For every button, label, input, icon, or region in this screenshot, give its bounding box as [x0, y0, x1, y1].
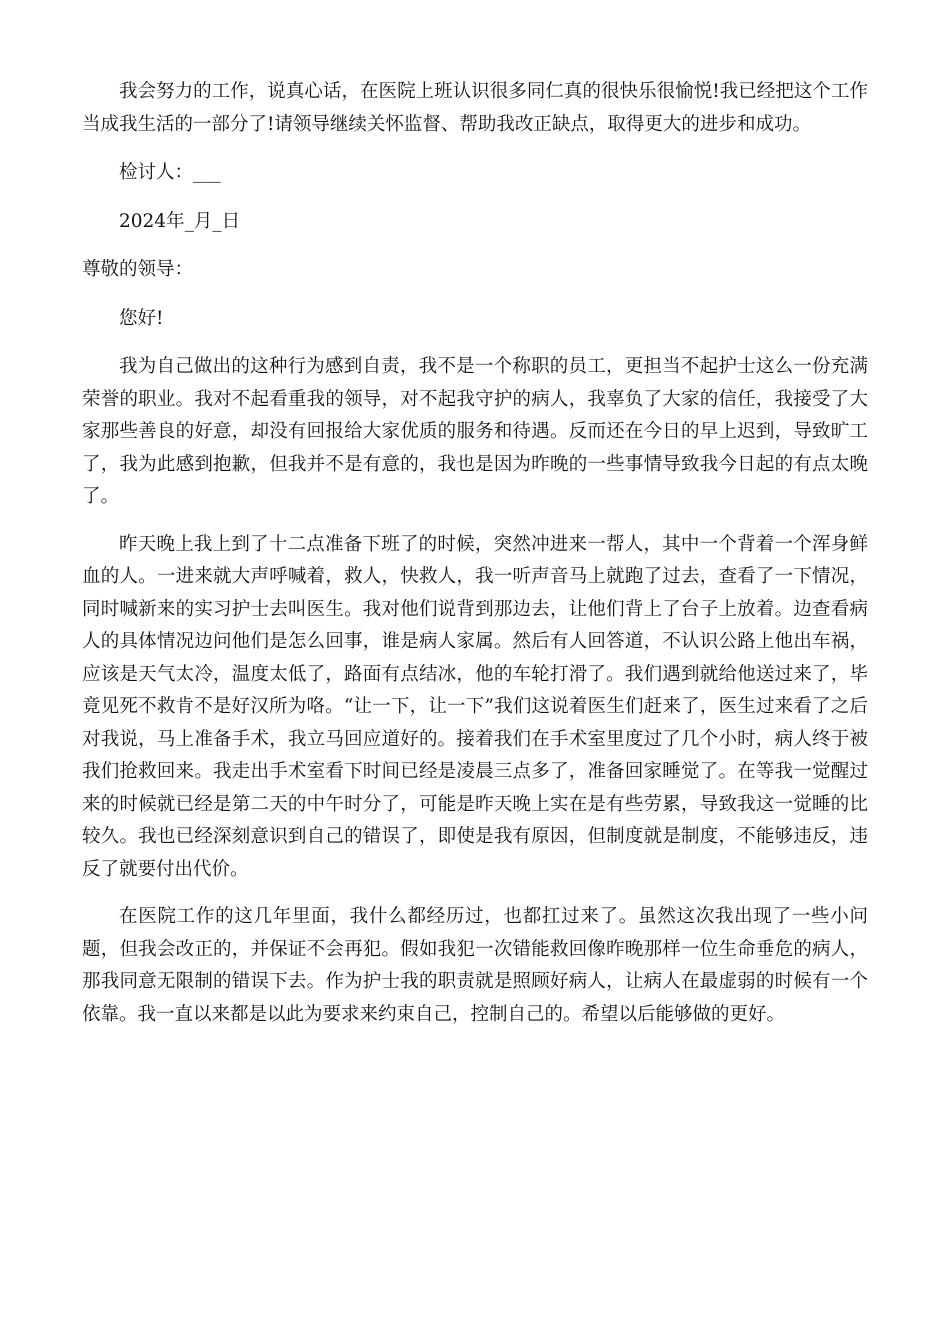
signature-line: 检讨人：___: [119, 162, 221, 183]
paragraph-resolution: 在医院工作的这几年里面，我什么都经历过，也都扛过来了。虽然这次我出现了一些小问题，但我会改正的，并保证不会再犯。假如我犯一次错能救回像昨晚那样一位生命垂危的病人，那我同意无限制的错误下去。作为护士我的职责就是照顾好病人，让病人在最虚弱的时候有一个依靠。我一直以来都是以此为要求来约束自己，控制自己的。希望以后能够做的更好。: [82, 906, 868, 1025]
salutation: 尊敬的领导：: [82, 259, 194, 280]
date-line: 2024年_月_日: [119, 210, 241, 232]
greeting: 您好!: [119, 307, 164, 329]
paragraph-last-night-account: 昨天晚上我上到了十二点准备下班了的时候，突然冲进来一帮人，其中一个背着一个浑身鲜血的人。一进来就大声呼喊着，救人，快救人，我一听声音马上就跑了过去，查看了一下情况，同时喊新来的实习护士去叫医生。我对他们说背到那边去，让他们背上了台子上放着。边查看病人的具体情况边问他们是怎么回事，谁是病人家属。然后有人回答道，不认识公路上他出车祸，应该是天气太冷，温度太低了，路面有点结冰，他的车轮打滑了。我们遇到就给他送过来了，毕竟见死不救肯不是好汉所为咯。“让一下，让一下”我们这说着医生们赶来了，医生过来看了之后对我说，马上准备手术，我立马回应道好的。接着我们在手术室里度过了几个小时，病人终于被我们抢救回来。我走出手术室看下时间已经是凌晨三点多了，准备回家睡觉了。在等我一觉醒过来的时候就已经是第二天的中午时分了，可能是昨天晚上实在是有些劳累，导致我这一觉睡的比较久。我也已经深刻意识到自己的错误了，即使是我有原因，但制度就是制度，不能够违反，违反了就要付出代价。: [82, 533, 868, 880]
document-page: [82, 76, 868, 1031]
paragraph-self-reproach: 我为自己做出的这种行为感到自责，我不是一个称职的员工，更担当不起护士这么一份充满荣誉的职业。我对不起看重我的领导，对不起我守护的病人，我辜负了大家的信任，我接受了大家那些善良的好意，却没有回报给大家优质的服务和待遇。反而还在今日的早上迟到，导致旷工了，我为此感到抱歉，但我并不是有意的，我也是因为昨晚的一些事情导致我今日起的有点太晚了。: [82, 356, 868, 507]
paragraph-closing-commitment: 我会努力的工作，说真心话，在医院上班认识很多同仁真的很快乐很愉悦!我已经把这个工作当成我生活的一部分了!请领导继续关怀监督、帮助我改正缺点，取得更大的进步和成功。: [82, 81, 868, 135]
